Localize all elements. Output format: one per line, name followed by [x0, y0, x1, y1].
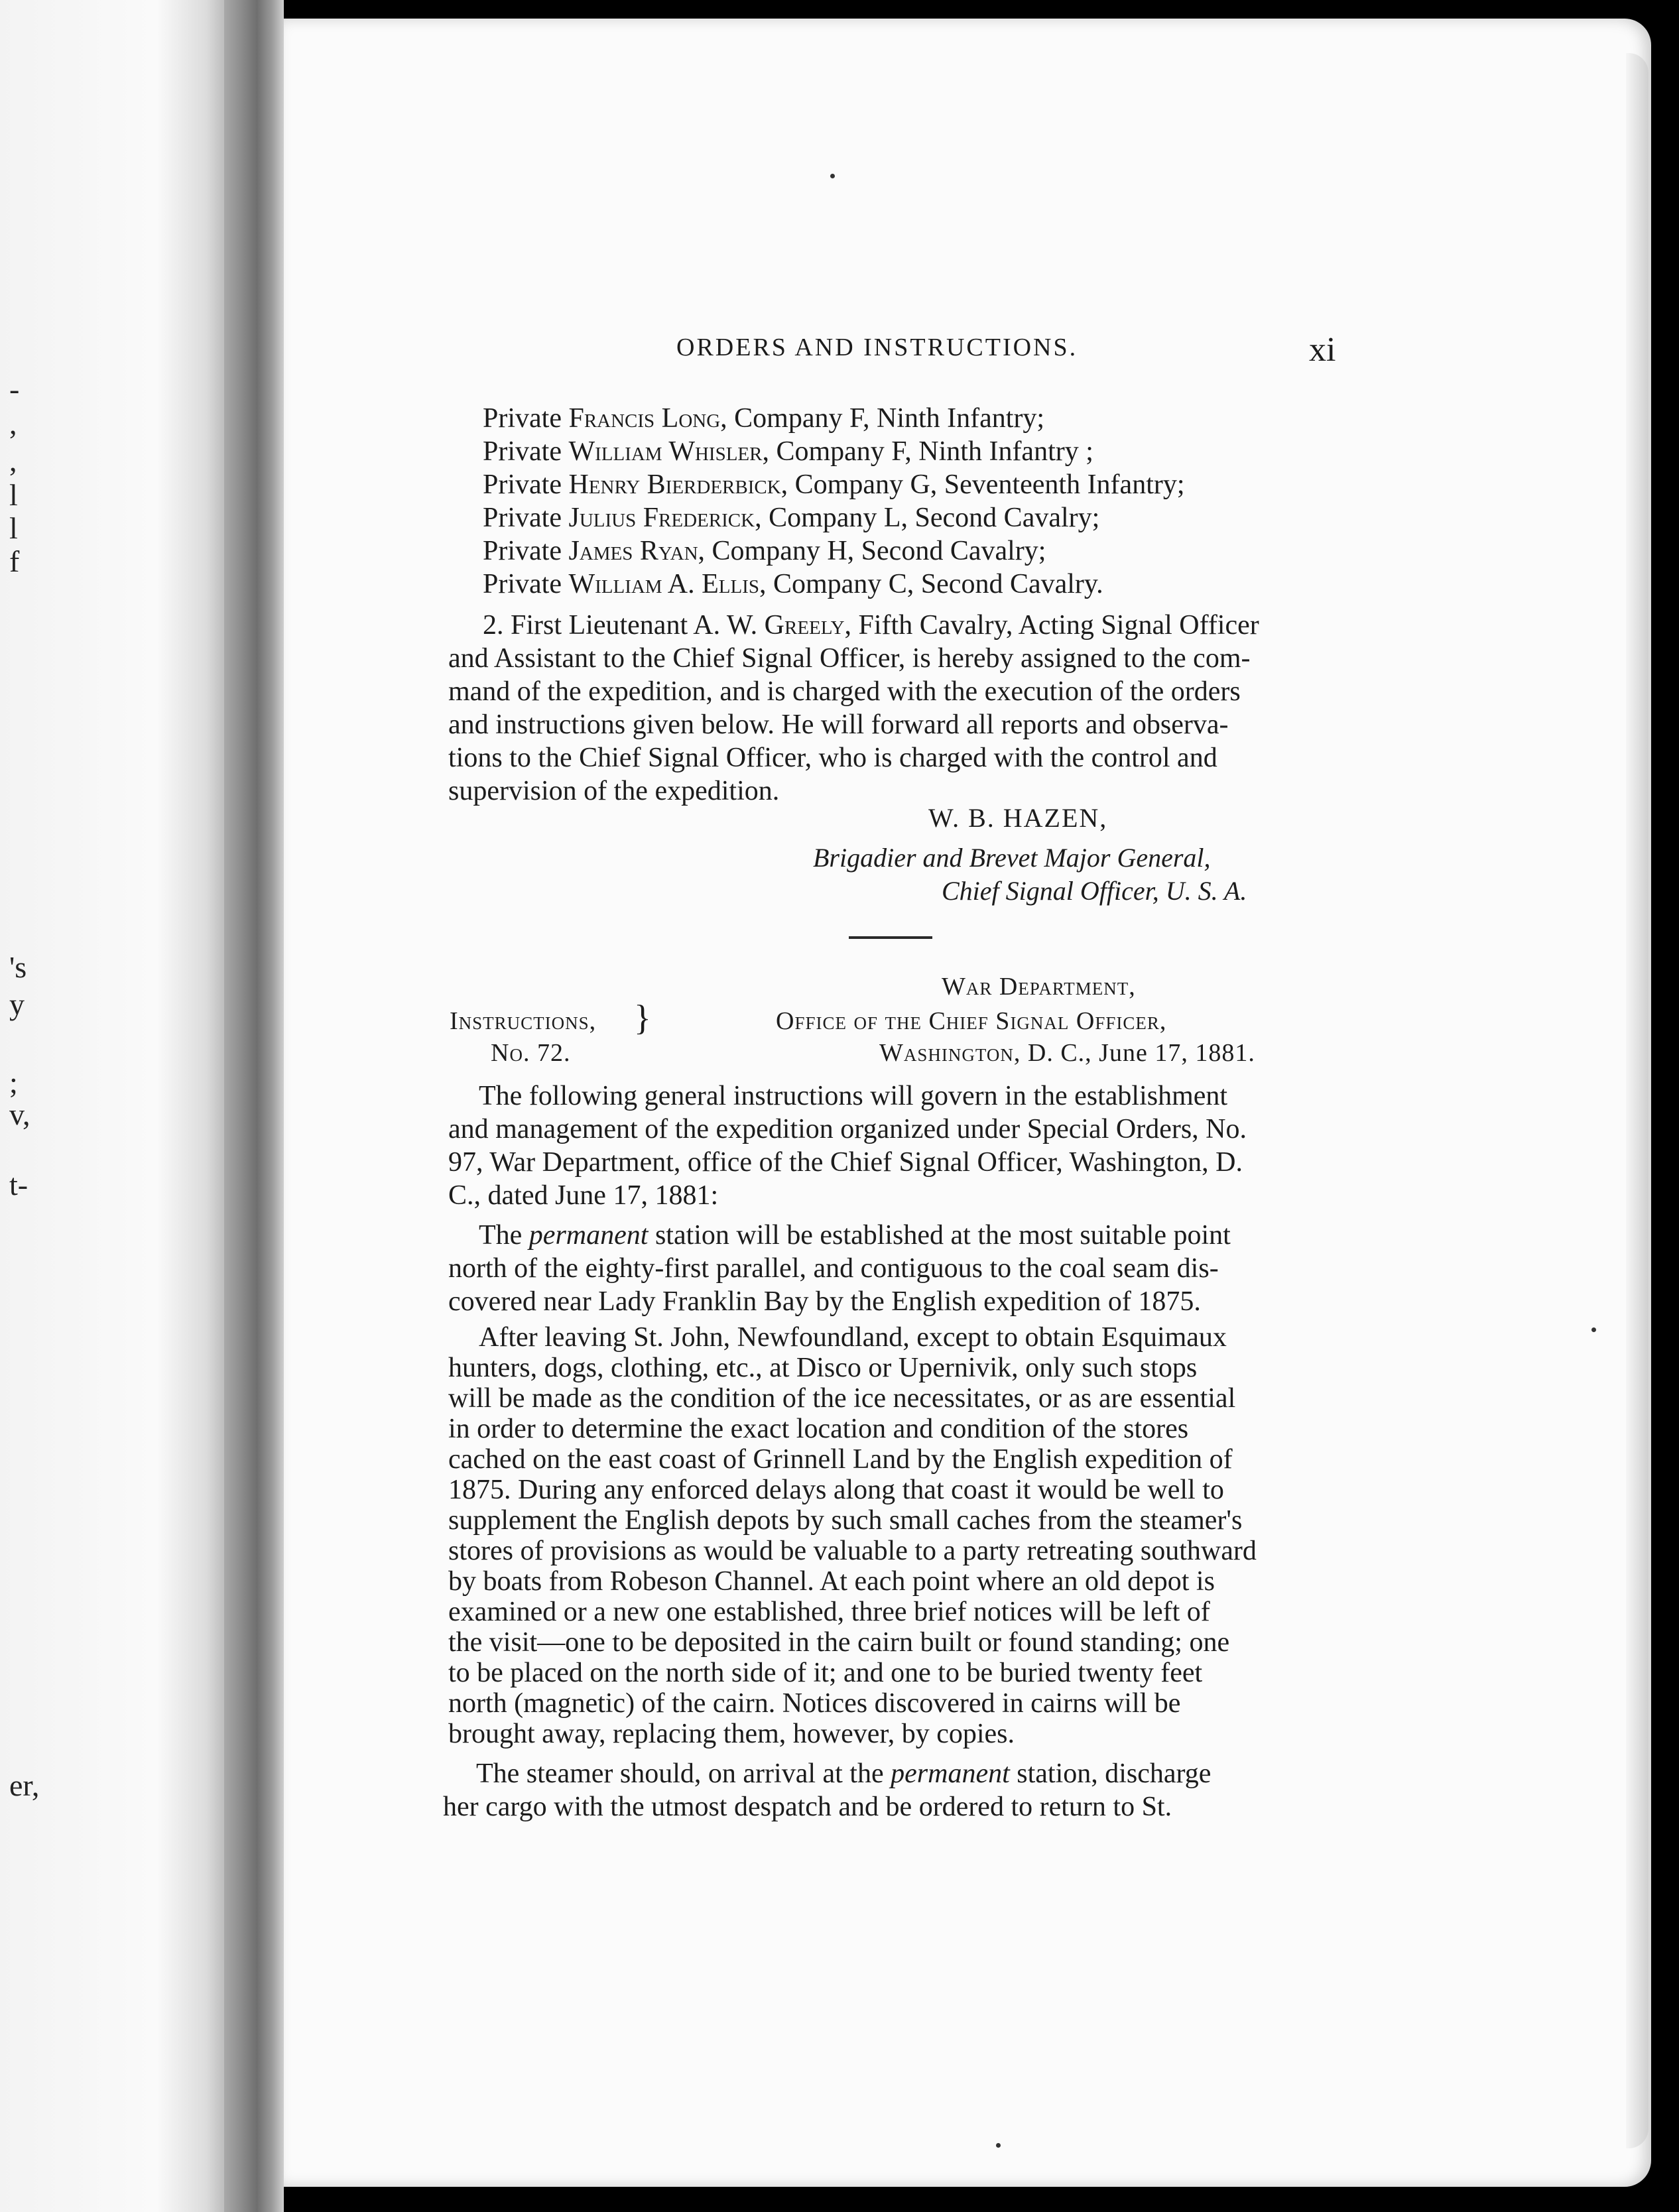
section-divider: [849, 936, 932, 939]
paragraph-line: tions to the Chief Signal Officer, who is charged with the control and: [448, 743, 1217, 773]
paragraph-line: The steamer should, on arrival at the permanent station, discharge: [476, 1758, 1212, 1789]
roster-line: Private William A. Ellis, Company C, Second Cavalry.: [483, 569, 1103, 599]
left-margin-fragment: t-: [9, 1168, 29, 1201]
left-margin-fragment: ;: [9, 1066, 18, 1099]
department-line: War Department,: [942, 973, 1136, 1001]
left-margin-fragment: er,: [9, 1768, 40, 1802]
left-margin-fragment: v,: [9, 1097, 31, 1131]
ink-speck: [1591, 1327, 1596, 1332]
paragraph-line: After leaving St. John, Newfoundland, except to obtain Esquimaux: [479, 1322, 1227, 1353]
paragraph-line: The permanent station will be established at the most suitable point: [479, 1220, 1231, 1251]
paragraph-line: brought away, replacing them, however, by copies.: [448, 1719, 1015, 1749]
paragraph-line: north (magnetic) of the cairn. Notices discovered in cairns will be: [448, 1688, 1181, 1719]
left-margin-fragment: 's: [9, 950, 27, 984]
left-margin-fragment: f: [9, 544, 20, 578]
paragraph-line: by boats from Robeson Channel. At each point where an old depot is: [448, 1566, 1215, 1597]
left-margin-fragment: l: [9, 478, 18, 512]
signature-title: Brigadier and Brevet Major General,: [813, 843, 1211, 873]
signature-name: W. B. HAZEN,: [928, 803, 1108, 833]
paragraph-line: C., dated June 17, 1881:: [448, 1180, 719, 1211]
roster-line: Private William Whisler, Company F, Ninth Infantry ;: [483, 436, 1093, 467]
paragraph-line: in order to determine the exact location and condition of the stores: [448, 1414, 1189, 1444]
roster-line: Private Henry Bierderbick, Company G, Seventeenth Infantry;: [483, 469, 1185, 500]
paragraph-line: supplement the English depots by such small caches from the steamer's: [448, 1505, 1243, 1536]
roster-line: Private Francis Long, Company F, Ninth Infantry;: [483, 403, 1045, 434]
paragraph-line: supervision of the expedition.: [448, 776, 780, 806]
instructions-label: Instructions,: [450, 1007, 597, 1035]
paragraph-line: mand of the expedition, and is charged with the execution of the orders: [448, 676, 1241, 707]
instructions-number: No. 72.: [491, 1039, 571, 1067]
paragraph-line: 97, War Department, office of the Chief Signal Officer, Washington, D.: [448, 1147, 1243, 1178]
book-gutter: [224, 0, 284, 2212]
roster-line: Private Julius Frederick, Company L, Second Cavalry;: [483, 503, 1100, 533]
paragraph-line: and instructions given below. He will forward all reports and observa-: [448, 709, 1229, 740]
paragraph-line: hunters, dogs, clothing, etc., at Disco or Upernivik, only such stops: [448, 1353, 1198, 1383]
roster-line: Private James Ryan, Company H, Second Cavalry;: [483, 536, 1046, 566]
brace-mark: }: [634, 998, 651, 1038]
paragraph-line: covered near Lady Franklin Bay by the English expedition of 1875.: [448, 1286, 1201, 1317]
left-margin-fragment: -: [9, 372, 20, 406]
left-margin-fragment: l: [9, 511, 18, 545]
department-line: Washington, D. C., June 17, 1881.: [879, 1039, 1255, 1067]
page-number: xi: [1309, 331, 1336, 369]
department-line: Office of the Chief Signal Officer,: [776, 1007, 1167, 1035]
paragraph-line: 2. First Lieutenant A. W. Greely, Fifth Cavalry, Acting Signal Officer: [483, 610, 1259, 641]
paragraph-line: to be placed on the north side of it; and one to be buried twenty feet: [448, 1658, 1203, 1688]
paragraph-line: the visit—one to be deposited in the cairn built or found standing; one: [448, 1627, 1230, 1658]
paragraph-line: cached on the east coast of Grinnell Land by the English expedition of: [448, 1444, 1233, 1475]
paragraph-line: stores of provisions as would be valuable to a party retreating southward: [448, 1536, 1257, 1566]
paragraph-line: and management of the expedition organized under Special Orders, No.: [448, 1114, 1247, 1144]
paragraph-line: The following general instructions will govern in the establishment: [479, 1081, 1228, 1111]
ink-speck: [996, 2143, 1001, 2148]
paragraph-line: will be made as the condition of the ice necessitates, or as are essential: [448, 1383, 1236, 1414]
left-margin-fragment: ,: [9, 444, 17, 477]
paragraph-line: north of the eighty-first parallel, and contiguous to the coal seam dis-: [448, 1253, 1219, 1284]
page-edge: [1626, 53, 1648, 2148]
left-page-edge: [0, 0, 224, 2212]
paragraph-line: examined or a new one established, three brief notices will be left of: [448, 1597, 1210, 1627]
paragraph-line: and Assistant to the Chief Signal Officer, is hereby assigned to the com-: [448, 643, 1251, 674]
left-margin-fragment: y: [9, 987, 25, 1021]
running-head: ORDERS AND INSTRUCTIONS.: [676, 334, 1078, 361]
signature-title: Chief Signal Officer, U. S. A.: [942, 876, 1247, 906]
ink-speck: [830, 174, 835, 178]
paragraph-line: 1875. During any enforced delays along that coast it would be well to: [448, 1475, 1224, 1505]
left-margin-fragment: ,: [9, 406, 17, 440]
paragraph-line: her cargo with the utmost despatch and be ordered to return to St.: [443, 1792, 1172, 1822]
